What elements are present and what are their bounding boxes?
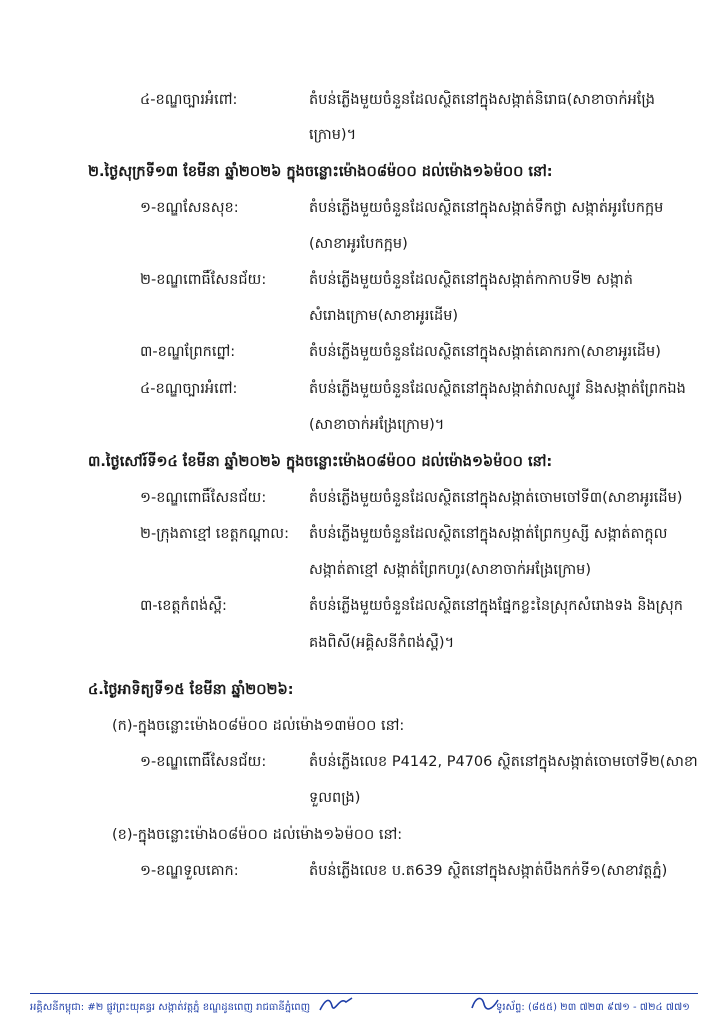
area-description: តំបន់ភ្លើងមួយចំនួនដែលស្ថិតនៅក្នុងសង្កាត់កាកាបទី២ សង្កាត់ [309,272,633,288]
area-description: តំបន់ភ្លើងមួយចំនួនដែលស្ថិតនៅក្នុងផ្នែកខ្លះនៃស្រុកសំរោងទង និងស្រុក [309,598,683,614]
area-description: សង្កាត់តាខ្មៅ សង្កាត់ព្រែកហូរ(សាខាចាក់អង្រែក្រោម) [309,562,591,578]
area-description: ក្រោម)។ [309,127,357,143]
area-description: តំបន់ភ្លើងមួយចំនួនដែលស្ថិតនៅក្នុងសង្កាត់ចោមចៅទី៣(សាខាអូរដើម) [309,490,683,506]
location-label: ៤-ខណ្ឌច្បារអំពៅ: [140,92,238,108]
footer-address: អគ្គិសនីកម្ពុជា: #២ ផ្លូវព្រះយុគន្ធរ សង្កាត់វត្តភ្នំ ខណ្ឌដូនពេញ រាជធានីភ្នំពេញ [30,1002,311,1013]
signature-mark-icon [318,994,354,1014]
location-label: ៤-ខណ្ឌច្បារអំពៅ: [140,381,238,397]
area-description: តំបន់ភ្លើងលេខ ប.ត639 ស្ថិតនៅក្នុងសង្កាត់បឹងកក់ទី១(សាខាវត្តភ្នំ) [309,863,668,879]
location-label: ៣-ខេត្តកំពង់ស្ពឺ: [140,598,227,614]
area-description: គងពិសី(អគ្គិសនីកំពង់ស្ពឺ)។ [309,635,455,651]
area-description: តំបន់ភ្លើងមួយចំនួនដែលស្ថិតនៅក្នុងសង្កាត់វាលស្បូវ និងសង្កាត់ព្រែកឯង [309,381,686,397]
footer-phone: ទូរស័ព្ទ: (៨៥៥) ២៣ ៧២៣ ៩៧១ - ៧២៤ ៧៧១ [496,1002,690,1013]
area-description: តំបន់ភ្លើងមួយចំនួនដែលស្ថិតនៅក្នុងសង្កាត់និរោធ(សាខាចាក់អង្រែ [309,92,655,108]
subsection-heading: (ខ)-ក្នុងចន្លោះម៉ោង០៨ម៉០០ ដល់ម៉ោង១៦ម៉០០ នៅ: [112,827,403,843]
footer-rule [30,993,698,994]
area-description: (សាខាអូរបែកក្អម) [309,236,408,252]
section-heading: ៣.ថ្ងៃសៅរ៍ទី១៤ ខែមីនា ឆ្នាំ២០២៦ ក្នុងចន្លោះម៉ោង០៨ម៉០០ ដល់ម៉ោង១៦ម៉០០ នៅ: [88,454,553,470]
area-description: តំបន់ភ្លើងមួយចំនួនដែលស្ថិតនៅក្នុងសង្កាត់ព្រែកឫស្សី សង្កាត់តាក្តុល [309,526,668,542]
location-label: ១-ខណ្ឌសែនសុខ: [140,200,239,216]
section-heading: ៤.ថ្ងៃអាទិត្យទី១៥ ខែមីនា ឆ្នាំ២០២៦: [88,682,294,698]
location-label: ២-ខណ្ឌពោធិ៍សែនជ័យ: [140,272,267,288]
area-description: តំបន់ភ្លើងមួយចំនួនដែលស្ថិតនៅក្នុងសង្កាត់ទឹកថ្លា សង្កាត់អូរបែកក្អម [309,200,664,216]
area-description: តំបន់ភ្លើងមួយចំនួនដែលស្ថិតនៅក្នុងសង្កាត់គោករកា(សាខាអូរដើម) [309,344,661,360]
location-label: ៣-ខណ្ឌព្រែកព្នៅ: [140,344,236,360]
location-label: ១-ខណ្ឌពោធិ៍សែនជ័យ: [140,754,267,770]
location-label: ២-ក្រុងតាខ្មៅ ខេត្តកណ្តាល: [140,526,289,542]
area-description: ទួលពង្រ) [309,790,361,806]
subsection-heading: (ក)-ក្នុងចន្លោះម៉ោង០៨ម៉០០ ដល់ម៉ោង១៣ម៉០០ នៅ: [112,718,405,734]
location-label: ១-ខណ្ឌទួលគោក: [140,863,239,879]
area-description: សំរោងក្រោម(សាខាអូរដើម) [309,308,459,324]
location-label: ១-ខណ្ឌពោធិ៍សែនជ័យ: [140,490,267,506]
section-heading: ២.ថ្ងៃសុក្រទី១៣ ខែមីនា ឆ្នាំ២០២៦ ក្នុងចន្លោះម៉ោង០៨ម៉០០ ដល់ម៉ោង១៦ម៉០០ នៅ: [88,164,553,180]
area-description: តំបន់ភ្លើងលេខ P4142, P4706 ស្ថិតនៅក្នុងសង្កាត់ចោមចៅទី២(សាខា [309,754,698,770]
area-description: (សាខាចាក់អង្រែក្រោម)។ [309,417,445,433]
